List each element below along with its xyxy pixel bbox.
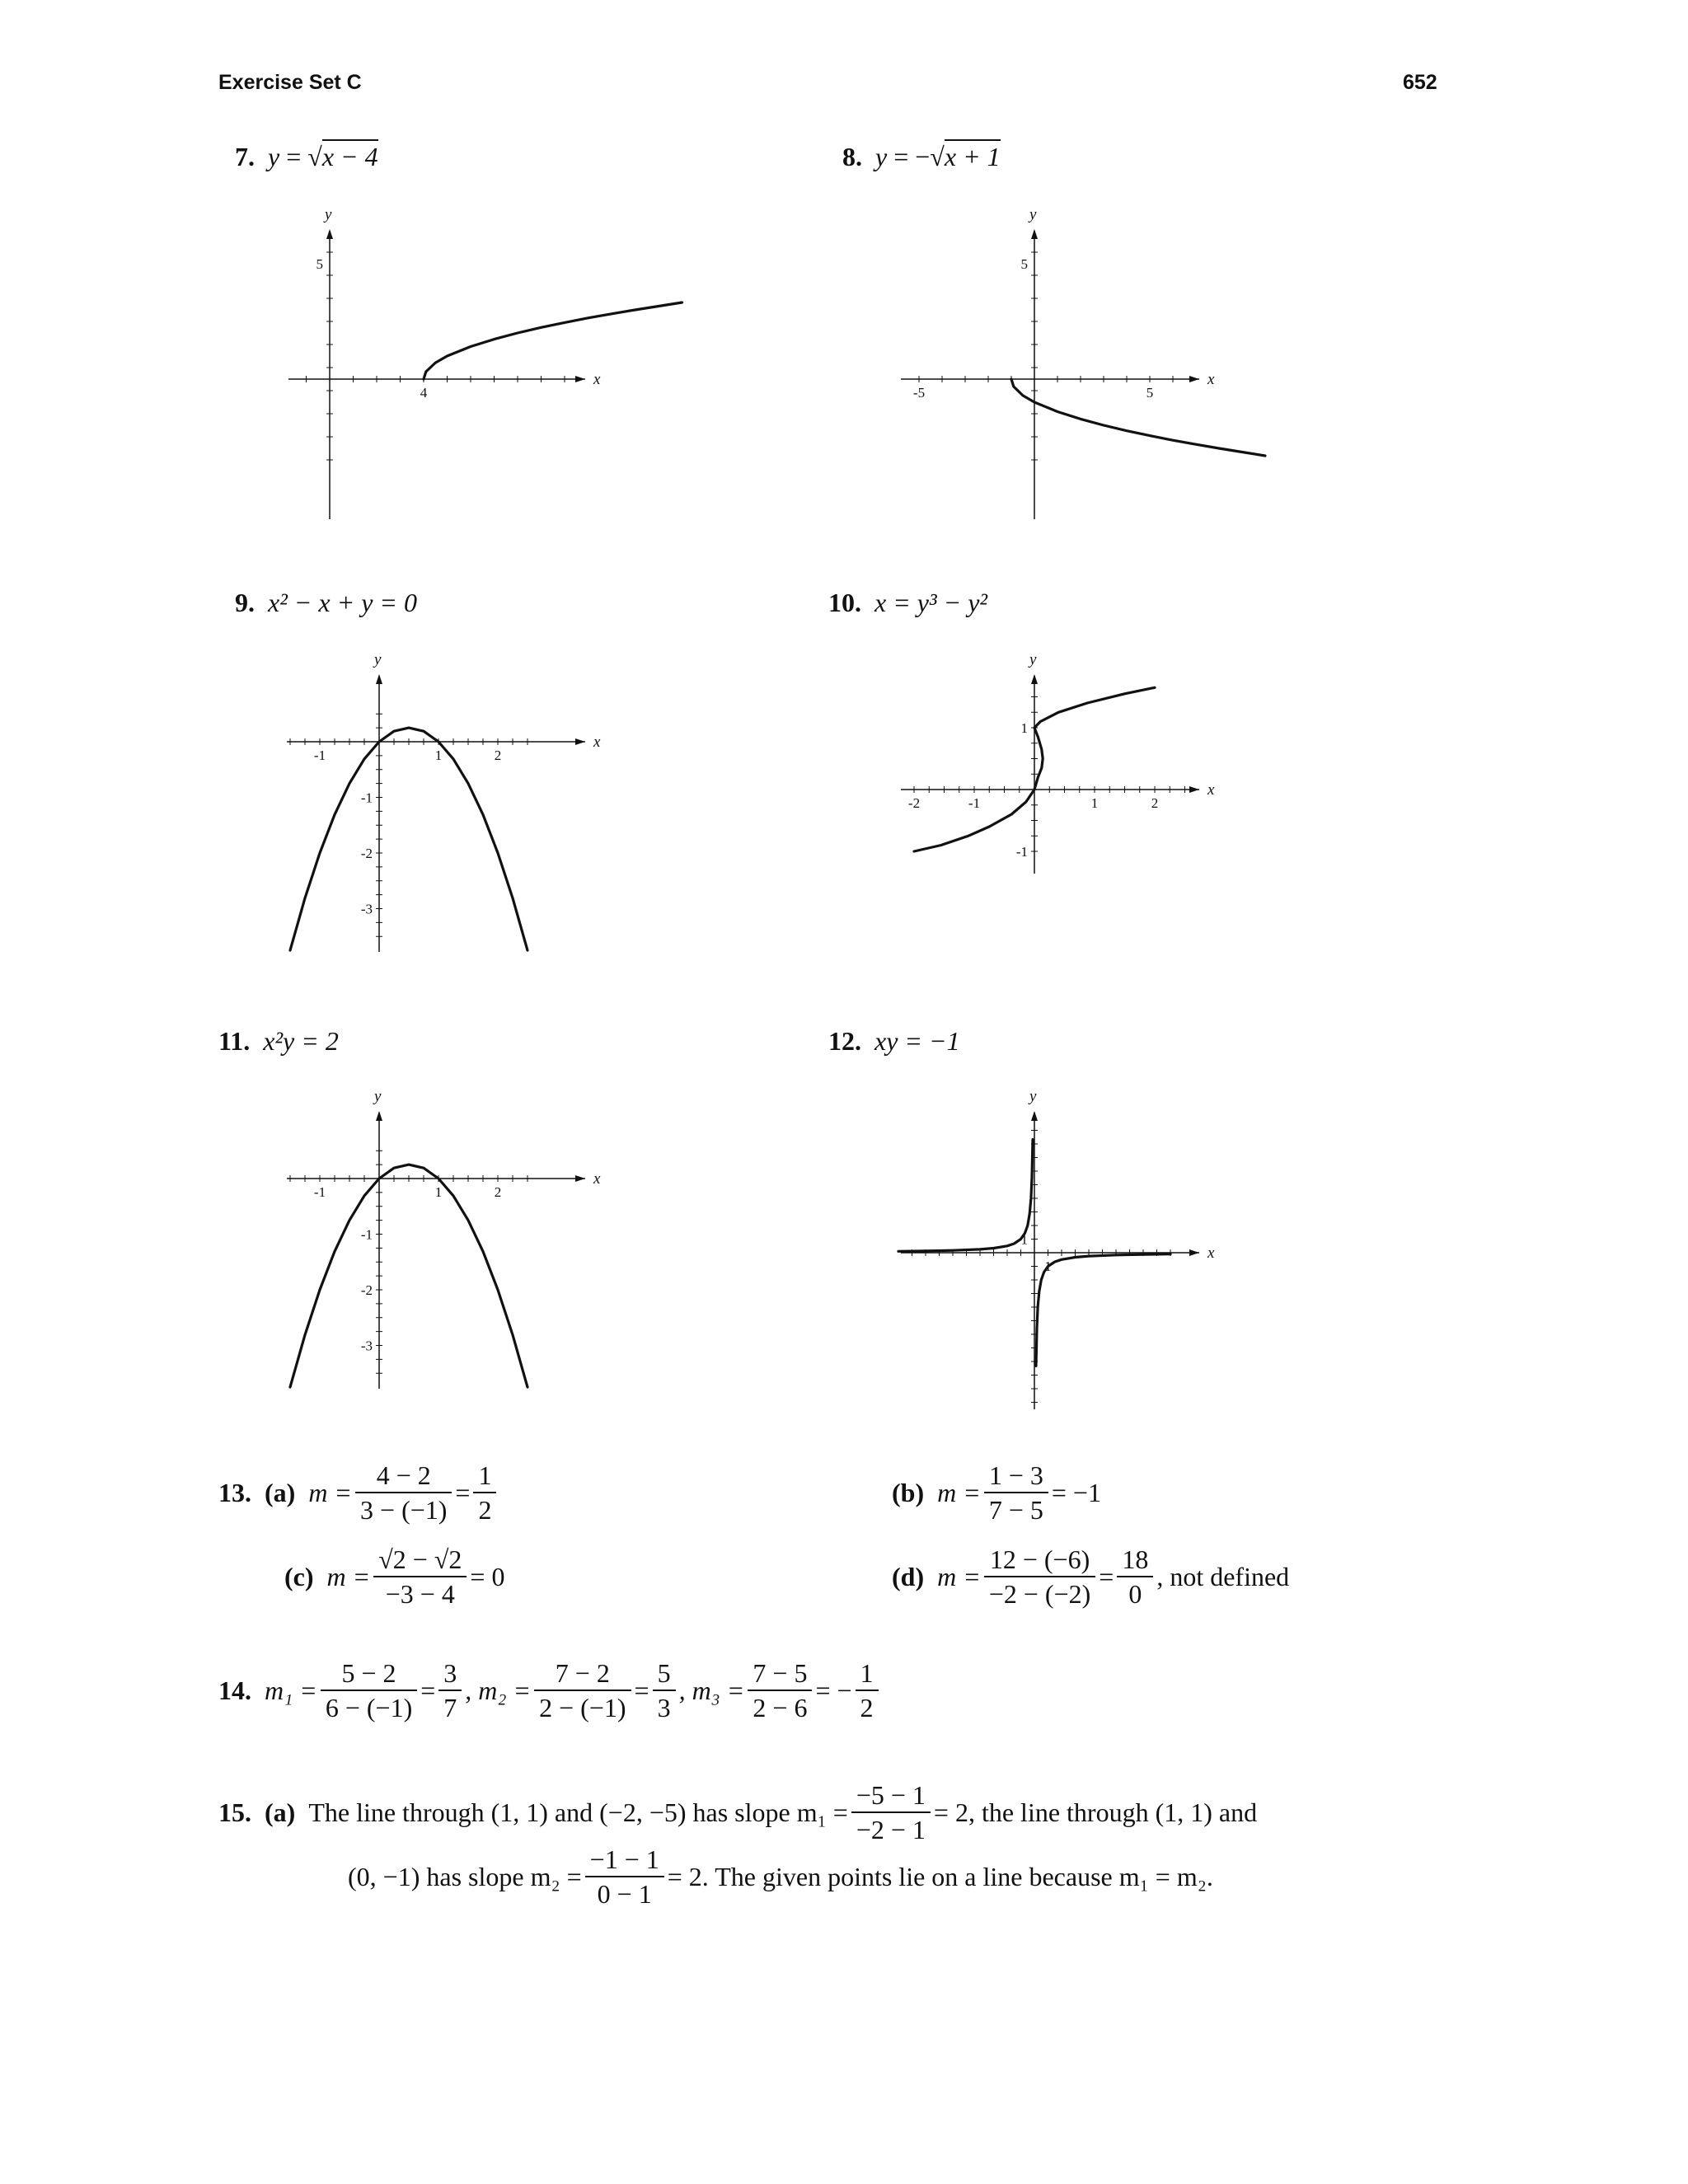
y-tick-label: -1 — [360, 1226, 373, 1243]
x-axis-label: x — [1207, 371, 1215, 388]
y-axis-label: y — [1029, 206, 1037, 223]
problem-15a-line1: 15. (a) The line through (1, 1) and (−2, −5) has slope m₁ = $\frac{-5 - 1}{-2 - 1}$ = 2, the line through (1, 1) and — [218, 1780, 1258, 1844]
x-axis-arrow-icon — [575, 738, 585, 745]
y-axis-label: y — [1029, 1088, 1037, 1105]
x-axis-label: x — [593, 733, 601, 751]
problem-13a: 13. (a) m = $\frac{4 - 2}{3 - (-1)}$ = $\frac{1}{2}$ — [218, 1459, 499, 1526]
x-axis-label: x — [593, 371, 601, 388]
x-tick-label: 2 — [494, 1184, 502, 1200]
curve-series-0 — [290, 728, 528, 950]
problem-12-heading: 12. xy = −1 — [828, 1026, 960, 1056]
y-axis-label: y — [374, 1088, 382, 1105]
curve-series-0 — [424, 302, 682, 379]
problem-15a-line2: (0, −1) has slope m₂ = $\frac{-1 - 1}{0 - 1}$ = 2. The given points lie on a line because m₁ = m₂. — [348, 1844, 1213, 1909]
x-tick-label: -1 — [968, 795, 981, 811]
y-tick-label: -3 — [360, 901, 373, 917]
x-axis-arrow-icon — [575, 376, 585, 382]
y-axis-arrow-icon — [1031, 229, 1038, 239]
problem-14: 14. m₁ = $\frac{5 - 2}{6 - (-1)}$ = $\frac{3}{7}$ , m₂ = $\frac{7 - 2}{2 - (-1)}$ = $\frac{5}{3}$ , m₃ = $\frac{7 - 5}{2 - 6}$ = − $\frac{1}{2}$ — [218, 1657, 882, 1724]
graph-12 — [886, 1080, 1232, 1409]
y-tick-label: 1 — [1020, 1231, 1028, 1248]
y-tick-label: 5 — [316, 256, 323, 272]
x-tick-label: 1 — [434, 1184, 443, 1200]
graph-11 — [272, 1080, 618, 1401]
x-tick-label: -5 — [912, 385, 926, 401]
x-tick-label: 2 — [494, 748, 502, 763]
y-tick-label: 5 — [1020, 256, 1028, 272]
y-axis-label: y — [374, 651, 382, 668]
x-tick-label: -2 — [907, 795, 921, 811]
y-tick-label: -2 — [360, 846, 373, 861]
curve-series-0 — [898, 1140, 1033, 1252]
problem-13c: (c) m = $\frac{√2 - √2}{-3 - 4}$ = 0 — [284, 1544, 505, 1609]
x-tick-label: -1 — [313, 748, 326, 763]
graph-10 — [886, 643, 1232, 898]
problem-7-heading: 7. y = √x − 4 — [235, 142, 378, 172]
graph-8 — [886, 198, 1232, 527]
x-axis-label: x — [593, 1170, 601, 1188]
y-tick-label: -1 — [360, 790, 373, 806]
curve-series-1 — [1036, 1254, 1170, 1366]
y-axis-label: y — [325, 206, 332, 223]
y-axis-arrow-icon — [1031, 674, 1038, 684]
graph-7 — [272, 198, 618, 527]
y-tick-label: -3 — [360, 1338, 373, 1354]
x-tick-label: 1 — [1090, 795, 1099, 811]
y-axis-label: y — [1029, 651, 1037, 668]
page-number: 652 — [1403, 71, 1437, 94]
y-axis-arrow-icon — [376, 674, 382, 684]
y-axis-arrow-icon — [326, 229, 333, 239]
problem-10-heading: 10. x = y³ − y² — [828, 588, 987, 617]
x-tick-label: 1 — [434, 748, 443, 763]
y-tick-label: -1 — [1015, 844, 1028, 860]
problem-9-heading: 9. x² − x + y = 0 — [235, 588, 417, 617]
x-tick-label: 2 — [1151, 795, 1159, 811]
problem-11-heading: 11. x²y = 2 — [218, 1026, 339, 1056]
x-tick-label: 1 — [1044, 1258, 1052, 1274]
x-axis-arrow-icon — [1189, 376, 1199, 382]
x-tick-label: 5 — [1146, 385, 1154, 401]
y-tick-label: -2 — [360, 1282, 373, 1298]
x-axis-arrow-icon — [1189, 786, 1199, 793]
problem-8-heading: 8. y = −√x + 1 — [842, 142, 1001, 172]
y-tick-label: 1 — [1020, 720, 1028, 736]
curve-series-0 — [290, 1165, 528, 1387]
y-axis-arrow-icon — [1031, 1111, 1038, 1121]
graph-9 — [272, 643, 618, 964]
problem-13b: (b) m = $\frac{1 - 3}{7 - 5}$ = −1 — [892, 1460, 1101, 1525]
x-axis-arrow-icon — [575, 1175, 585, 1182]
x-axis-label: x — [1207, 781, 1215, 799]
x-tick-label: 4 — [420, 385, 428, 401]
problem-13d: (d) m = $\frac{12 - (-6)}{-2 - (-2)}$ = $\frac{18}{0}$ , not defined — [892, 1544, 1290, 1609]
x-axis-label: x — [1207, 1244, 1215, 1262]
x-axis-arrow-icon — [1189, 1249, 1199, 1256]
y-axis-arrow-icon — [376, 1111, 382, 1121]
running-head-title: Exercise Set C — [218, 71, 362, 94]
x-tick-label: -1 — [313, 1184, 326, 1200]
curve-series-0 — [1011, 379, 1265, 456]
